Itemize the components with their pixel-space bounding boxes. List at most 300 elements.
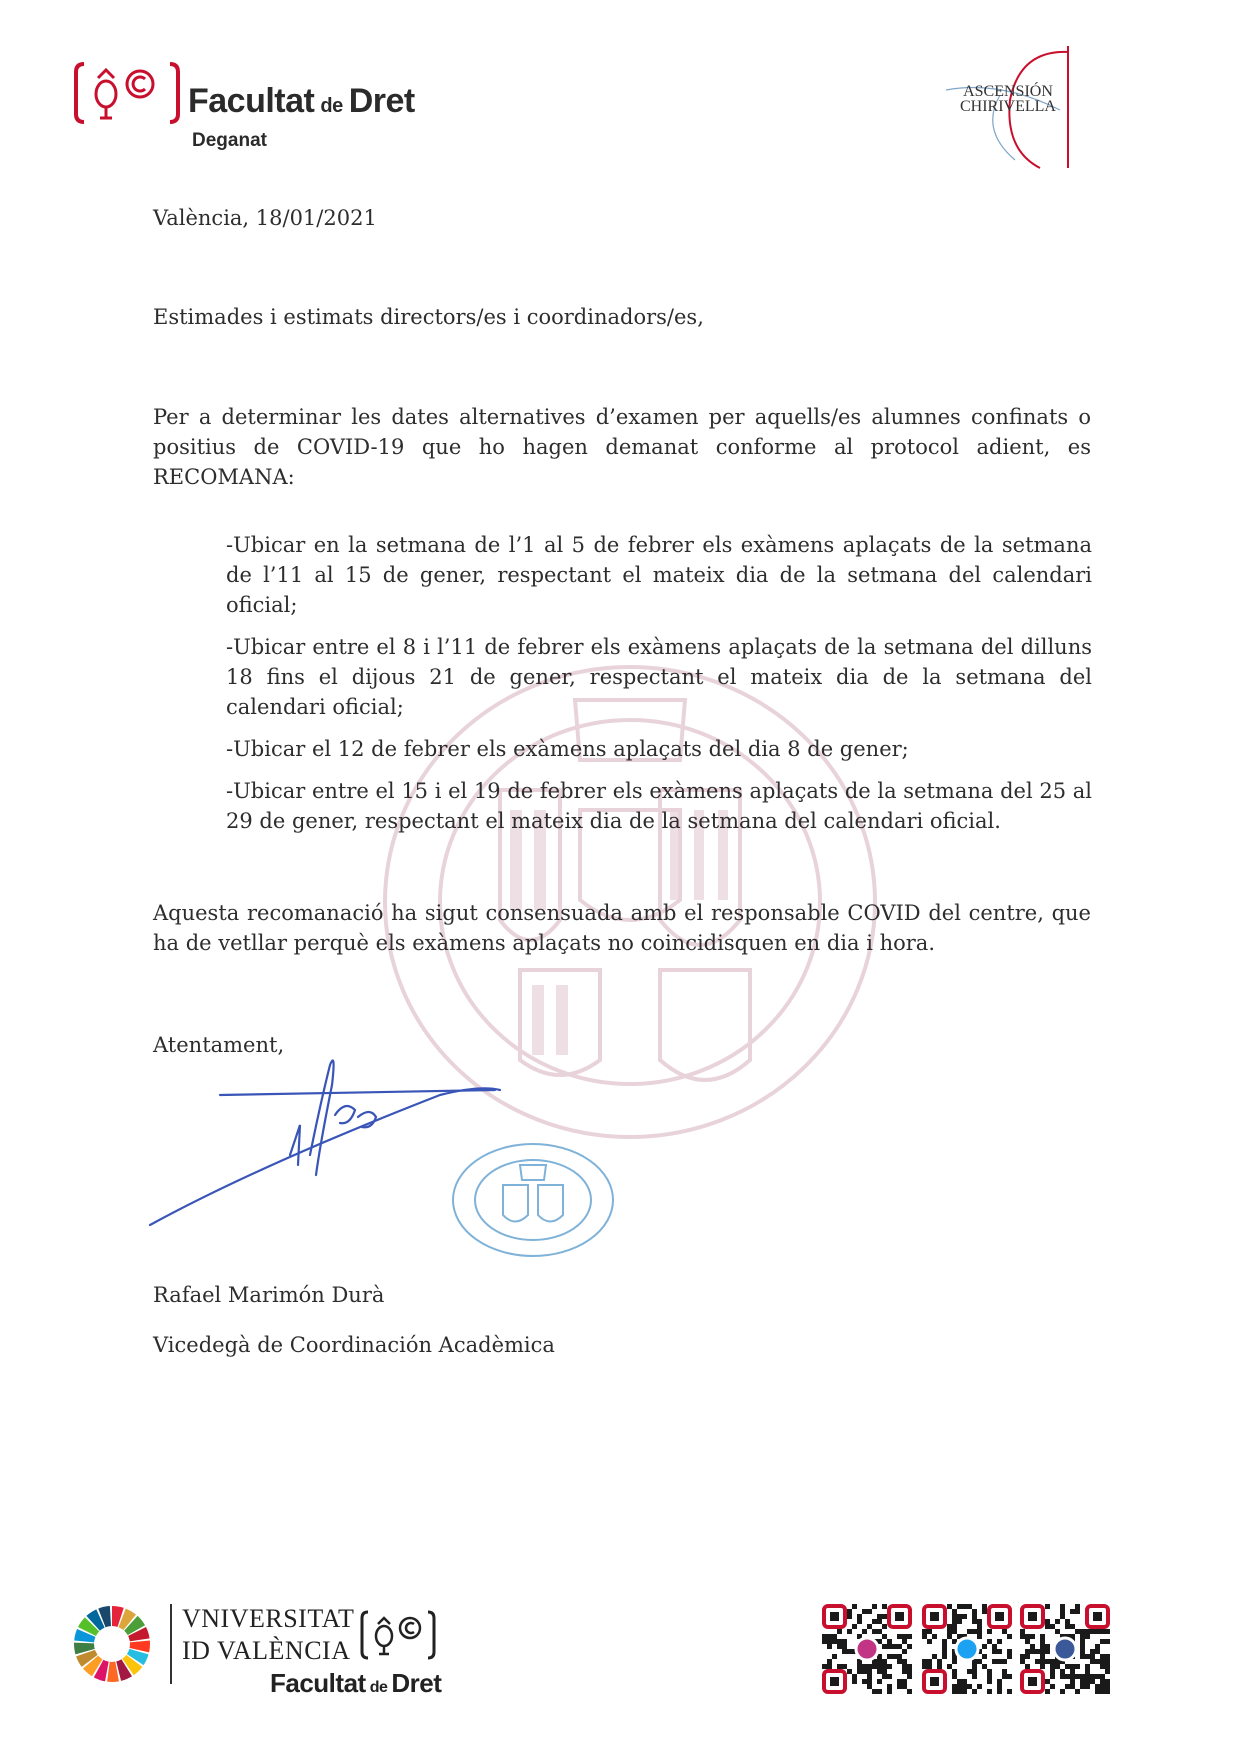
qr-module xyxy=(902,1669,907,1674)
qr-module xyxy=(962,1614,967,1619)
qr-module xyxy=(967,1684,972,1689)
qr-module xyxy=(997,1679,1002,1684)
qr-module xyxy=(887,1664,892,1669)
qr-module xyxy=(957,1614,962,1619)
qr-module xyxy=(977,1629,982,1634)
qr-module xyxy=(992,1649,997,1654)
qr-module xyxy=(957,1684,962,1689)
qr-module xyxy=(822,1634,827,1639)
qr-finder-core xyxy=(995,1612,1004,1621)
qr-module xyxy=(907,1644,912,1649)
qr-module xyxy=(852,1624,857,1629)
qr-module xyxy=(1060,1604,1065,1609)
qr-module xyxy=(1007,1649,1012,1654)
qr-module xyxy=(1007,1674,1012,1679)
qr-module xyxy=(1105,1654,1110,1659)
qr-module xyxy=(972,1674,977,1679)
qr-module xyxy=(947,1624,952,1629)
qr-module xyxy=(952,1619,957,1624)
qr-module xyxy=(902,1679,907,1684)
qr-module xyxy=(927,1664,932,1669)
qr-module xyxy=(1080,1654,1085,1659)
qr-module xyxy=(1085,1679,1090,1684)
qr-module xyxy=(832,1634,837,1639)
qr-module xyxy=(897,1659,902,1664)
qr-module xyxy=(1060,1689,1065,1694)
qr-module xyxy=(1025,1634,1030,1639)
qr-module xyxy=(927,1639,932,1644)
qr-module xyxy=(882,1614,887,1619)
qr-module xyxy=(827,1659,832,1664)
qr-module xyxy=(877,1689,882,1694)
qr-module xyxy=(852,1674,857,1679)
qr-module xyxy=(1045,1659,1050,1664)
qr-module xyxy=(872,1689,877,1694)
qr-module xyxy=(872,1629,877,1634)
recommendation-list xyxy=(226,530,1092,848)
qr-module xyxy=(827,1634,832,1639)
qr-module xyxy=(882,1644,887,1649)
qr-module xyxy=(972,1689,977,1694)
qr-module xyxy=(897,1644,902,1649)
qr-module xyxy=(922,1634,927,1639)
letter-greeting: Estimades i estimats directors/es i coordinadors/es, xyxy=(153,305,704,329)
partner-logo-line2: CHIRIVELLA xyxy=(960,98,1056,115)
qr-module xyxy=(1020,1629,1025,1634)
qr-module xyxy=(1105,1669,1110,1674)
qr-module xyxy=(897,1634,902,1639)
qr-module xyxy=(1100,1684,1105,1689)
qr-module xyxy=(872,1619,877,1624)
qr-module xyxy=(867,1624,872,1629)
qr-module xyxy=(1020,1634,1025,1639)
qr-module xyxy=(952,1629,957,1634)
qr-module xyxy=(942,1639,947,1644)
qr-module xyxy=(1045,1624,1050,1629)
qr-module xyxy=(1100,1639,1105,1644)
qr-module xyxy=(887,1644,892,1649)
qr-module xyxy=(842,1664,847,1669)
qr-module xyxy=(997,1689,1002,1694)
qr-module xyxy=(952,1689,957,1694)
qr-module xyxy=(987,1669,992,1674)
qr-module xyxy=(842,1644,847,1649)
qr-finder-core xyxy=(1028,1612,1037,1621)
facebook-qr-code[interactable] xyxy=(1020,1604,1110,1694)
qr-module xyxy=(992,1644,997,1649)
letter-closing: Aquesta recomanació ha sigut consensuada amb el responsable COVID del centre, que ha de vetllar perquè els exàmens aplaçats no coincidisquen en dia i hora. xyxy=(153,901,1091,955)
qr-module xyxy=(877,1614,882,1619)
qr-module xyxy=(947,1629,952,1634)
qr-module xyxy=(1100,1674,1105,1679)
qr-module xyxy=(1095,1629,1100,1634)
qr-module xyxy=(887,1654,892,1659)
qr-module xyxy=(882,1669,887,1674)
qr-module xyxy=(882,1664,887,1669)
qr-module xyxy=(882,1674,887,1679)
qr-module xyxy=(972,1609,977,1614)
qr-module xyxy=(1060,1609,1065,1614)
qr-module xyxy=(1050,1624,1055,1629)
qr-module xyxy=(977,1624,982,1629)
qr-module xyxy=(942,1654,947,1659)
qr-module xyxy=(952,1609,957,1614)
qr-module xyxy=(1060,1669,1065,1674)
qr-module xyxy=(887,1674,892,1679)
qr-module xyxy=(1050,1684,1055,1689)
qr-module xyxy=(1040,1664,1045,1669)
university-name-line1: VNIVERSITAT xyxy=(182,1604,355,1633)
qr-module xyxy=(1090,1654,1095,1659)
qr-module xyxy=(1085,1629,1090,1634)
qr-module xyxy=(902,1649,907,1654)
qr-module xyxy=(1085,1634,1090,1639)
qr-module xyxy=(857,1664,862,1669)
qr-module xyxy=(877,1664,882,1669)
qr-module xyxy=(922,1664,927,1669)
qr-module xyxy=(887,1684,892,1689)
qr-module xyxy=(857,1669,862,1674)
qr-module xyxy=(1045,1679,1050,1684)
qr-finder-core xyxy=(1093,1612,1102,1621)
qr-module xyxy=(927,1659,932,1664)
qr-module xyxy=(1090,1674,1095,1679)
qr-module xyxy=(1090,1679,1095,1684)
qr-module xyxy=(867,1674,872,1679)
qr-module xyxy=(1095,1644,1100,1649)
qr-module xyxy=(952,1684,957,1689)
qr-module xyxy=(1035,1659,1040,1664)
partner-logo-text xyxy=(948,84,1068,114)
qr-module xyxy=(842,1649,847,1654)
qr-module xyxy=(947,1604,952,1609)
qr-module xyxy=(877,1669,882,1674)
qr-module xyxy=(852,1604,857,1609)
qr-module xyxy=(1080,1644,1085,1649)
qr-module xyxy=(1105,1679,1110,1684)
qr-module xyxy=(847,1629,852,1634)
qr-finder-core xyxy=(895,1612,904,1621)
qr-module xyxy=(837,1644,842,1649)
qr-module xyxy=(862,1609,867,1614)
qr-module xyxy=(1085,1664,1090,1669)
qr-module xyxy=(1045,1644,1050,1649)
qr-module xyxy=(952,1624,957,1629)
qr-module xyxy=(967,1629,972,1634)
qr-module xyxy=(947,1634,952,1639)
qr-module xyxy=(832,1639,837,1644)
qr-module xyxy=(982,1664,987,1669)
qr-module xyxy=(837,1639,842,1644)
qr-module xyxy=(982,1604,987,1609)
qr-module xyxy=(1025,1654,1030,1659)
qr-module xyxy=(882,1624,887,1629)
qr-module xyxy=(1105,1659,1110,1664)
qr-module xyxy=(987,1674,992,1679)
qr-module xyxy=(1007,1654,1012,1659)
qr-module xyxy=(952,1674,957,1679)
qr-module xyxy=(847,1614,852,1619)
qr-module xyxy=(1065,1664,1070,1669)
qr-module xyxy=(1070,1609,1075,1614)
qr-finder-core xyxy=(930,1677,939,1686)
qr-module xyxy=(827,1664,832,1669)
qr-module xyxy=(1040,1644,1045,1649)
qr-module xyxy=(832,1654,837,1659)
qr-module xyxy=(1040,1634,1045,1639)
qr-module xyxy=(892,1644,897,1649)
official-stamp xyxy=(448,1140,618,1260)
qr-module xyxy=(1065,1624,1070,1629)
qr-module xyxy=(887,1689,892,1694)
qr-finder-core xyxy=(1028,1677,1037,1686)
university-name-line2: ID VALÈNCIA xyxy=(182,1636,351,1665)
qr-module xyxy=(1080,1639,1085,1644)
qr-module xyxy=(897,1679,902,1684)
list-item: -Ubicar el 12 de febrer els exàmens aplaçats del dia 8 de gener; xyxy=(226,737,909,761)
qr-module xyxy=(1075,1664,1080,1669)
qr-module xyxy=(932,1634,937,1639)
qr-module xyxy=(867,1669,872,1674)
qr-module xyxy=(1105,1639,1110,1644)
qr-module xyxy=(1100,1679,1105,1684)
qr-module xyxy=(877,1629,882,1634)
qr-module xyxy=(1080,1684,1085,1689)
qr-module xyxy=(1085,1669,1090,1674)
qr-module xyxy=(1055,1629,1060,1634)
qr-finder-core xyxy=(830,1612,839,1621)
qr-module xyxy=(997,1659,1002,1664)
qr-module xyxy=(1030,1634,1035,1639)
qr-module xyxy=(1070,1624,1075,1629)
qr-module xyxy=(1040,1659,1045,1664)
qr-module xyxy=(882,1604,887,1609)
qr-module xyxy=(1080,1674,1085,1679)
list-item: -Ubicar entre el 15 i el 19 de febrer els exàmens aplaçats de la setmana del 25 al 29 de gener, respectant el mateix dia de la setmana del calendari oficial. xyxy=(226,779,1092,833)
qr-module xyxy=(902,1664,907,1669)
qr-module xyxy=(872,1604,877,1609)
qr-module xyxy=(1090,1629,1095,1634)
qr-module xyxy=(957,1604,962,1609)
qr-module xyxy=(1070,1664,1075,1669)
qr-module xyxy=(1020,1659,1025,1664)
qr-module xyxy=(1050,1674,1055,1679)
qr-module xyxy=(1075,1609,1080,1614)
faculty-logo-small-icon xyxy=(360,1608,436,1662)
qr-module xyxy=(962,1679,967,1684)
qr-module xyxy=(902,1659,907,1664)
qr-module xyxy=(897,1684,902,1689)
qr-module xyxy=(987,1639,992,1644)
qr-module xyxy=(1075,1604,1080,1609)
qr-module xyxy=(902,1639,907,1644)
qr-module xyxy=(877,1659,882,1664)
twitter-qr-code[interactable] xyxy=(922,1604,1012,1694)
qr-module xyxy=(987,1689,992,1694)
qr-module xyxy=(1085,1654,1090,1659)
qr-module xyxy=(977,1684,982,1689)
qr-module xyxy=(1100,1659,1105,1664)
qr-module xyxy=(1090,1659,1095,1664)
qr-module xyxy=(1050,1664,1055,1669)
qr-module xyxy=(1085,1674,1090,1679)
qr-module xyxy=(1105,1684,1110,1689)
qr-module xyxy=(877,1619,882,1624)
qr-module xyxy=(882,1634,887,1639)
qr-module xyxy=(977,1659,982,1664)
qr-module xyxy=(1100,1689,1105,1694)
qr-module xyxy=(1100,1664,1105,1669)
qr-module xyxy=(872,1664,877,1669)
qr-module xyxy=(987,1629,992,1634)
qr-module xyxy=(992,1659,997,1664)
qr-module xyxy=(902,1634,907,1639)
qr-module xyxy=(1100,1629,1105,1634)
qr-module xyxy=(1045,1619,1050,1624)
qr-module xyxy=(877,1679,882,1684)
qr-module xyxy=(1040,1654,1045,1659)
qr-module xyxy=(1065,1674,1070,1679)
qr-module xyxy=(1055,1619,1060,1624)
faculty-logo-icon xyxy=(72,58,182,126)
qr-module xyxy=(1040,1639,1045,1644)
qr-module xyxy=(907,1669,912,1674)
qr-module xyxy=(1040,1649,1045,1654)
qr-module xyxy=(1020,1654,1025,1659)
qr-module xyxy=(1045,1689,1050,1694)
qr-module xyxy=(862,1669,867,1674)
qr-module xyxy=(982,1644,987,1649)
qr-module xyxy=(987,1679,992,1684)
letter-intro: Per a determinar les dates alternatives d’examen per aquells/es alumnes confinats o positius de COVID-19 que ho hagen demanat conforme al protocol adient, es RECOMANA: xyxy=(153,405,1091,489)
qr-module xyxy=(1002,1669,1007,1674)
partner-logo-line1: ASCENSIÓN xyxy=(963,83,1053,100)
qr-module xyxy=(1025,1664,1030,1669)
qr-module xyxy=(922,1629,927,1634)
qr-module xyxy=(862,1629,867,1634)
qr-module xyxy=(977,1634,982,1639)
qr-module xyxy=(942,1649,947,1654)
qr-module xyxy=(962,1604,967,1609)
qr-module xyxy=(1080,1679,1085,1684)
qr-module xyxy=(857,1614,862,1619)
qr-module xyxy=(897,1654,902,1659)
letter-farewell: Atentament, xyxy=(153,1033,285,1057)
qr-module xyxy=(852,1679,857,1684)
qr-module xyxy=(1035,1649,1040,1654)
qr-module xyxy=(972,1629,977,1634)
qr-module xyxy=(937,1659,942,1664)
qr-module xyxy=(1095,1689,1100,1694)
signer-role: Vicedegà de Coordinación Acadèmica xyxy=(153,1333,555,1357)
qr-module xyxy=(1050,1669,1055,1674)
qr-module xyxy=(962,1689,967,1694)
qr-module xyxy=(922,1659,927,1664)
qr-module xyxy=(827,1644,832,1649)
qr-module xyxy=(862,1679,867,1684)
qr-module xyxy=(1025,1649,1030,1654)
qr-module xyxy=(1085,1684,1090,1689)
qr-module xyxy=(892,1654,897,1659)
qr-module xyxy=(867,1684,872,1689)
qr-module xyxy=(1025,1639,1030,1644)
qr-module xyxy=(1070,1684,1075,1689)
qr-module xyxy=(1002,1629,1007,1634)
qr-module xyxy=(957,1689,962,1694)
qr-module xyxy=(1007,1634,1012,1639)
qr-module xyxy=(957,1619,962,1624)
qr-finder-core xyxy=(930,1612,939,1621)
qr-module xyxy=(927,1629,932,1634)
qr-module xyxy=(1045,1649,1050,1654)
qr-module xyxy=(1060,1674,1065,1679)
qr-module xyxy=(1007,1689,1012,1694)
qr-module xyxy=(847,1669,852,1674)
qr-module xyxy=(997,1649,1002,1654)
qr-module xyxy=(847,1649,852,1654)
qr-module xyxy=(1090,1649,1095,1654)
qr-module xyxy=(932,1654,937,1659)
qr-module xyxy=(1105,1689,1110,1694)
signer-name: Rafael Marimón Durà xyxy=(153,1283,385,1307)
qr-module xyxy=(1065,1684,1070,1689)
qr-module xyxy=(862,1664,867,1669)
qr-module xyxy=(1105,1629,1110,1634)
qr-module xyxy=(1002,1659,1007,1664)
facebook-icon xyxy=(1054,1638,1076,1660)
qr-module xyxy=(867,1679,872,1684)
twitter-icon xyxy=(956,1638,978,1660)
qr-module xyxy=(837,1629,842,1634)
qr-module xyxy=(1070,1674,1075,1679)
qr-module xyxy=(1095,1659,1100,1664)
qr-module xyxy=(1045,1604,1050,1609)
qr-module xyxy=(1095,1674,1100,1679)
qr-module xyxy=(1070,1679,1075,1684)
qr-module xyxy=(827,1639,832,1644)
qr-module xyxy=(882,1659,887,1664)
list-item: -Ubicar en la setmana de l’1 al 5 de febrer els exàmens aplaçats de la setmana de l’11 al 15 de gener, respectant el mateix dia de la setmana del calendari oficial; xyxy=(226,533,1092,617)
qr-module xyxy=(957,1679,962,1684)
qr-module xyxy=(982,1609,987,1614)
qr-module xyxy=(837,1664,842,1669)
qr-module xyxy=(997,1639,1002,1644)
letter-date: València, 18/01/2021 xyxy=(153,206,377,230)
qr-module xyxy=(1080,1649,1085,1654)
qr-module xyxy=(907,1674,912,1679)
footer-divider xyxy=(170,1604,172,1684)
qr-module xyxy=(952,1669,957,1674)
qr-module xyxy=(1030,1649,1035,1654)
instagram-icon xyxy=(856,1638,878,1660)
qr-module xyxy=(962,1684,967,1689)
qr-module xyxy=(1050,1659,1055,1664)
list-item: -Ubicar entre el 8 i l’11 de febrer els exàmens aplaçats de la setmana del dilluns 18 fins el dijous 21 de gener, respectant el mateix dia de la setmana del calendari oficial; xyxy=(226,635,1092,719)
qr-module xyxy=(907,1664,912,1669)
instagram-qr-code[interactable] xyxy=(822,1604,912,1694)
qr-module xyxy=(1060,1614,1065,1619)
qr-module xyxy=(982,1654,987,1659)
qr-module xyxy=(947,1664,952,1669)
qr-module xyxy=(937,1664,942,1669)
qr-module xyxy=(967,1604,972,1609)
qr-module xyxy=(1105,1664,1110,1669)
qr-module xyxy=(952,1659,957,1664)
qr-module xyxy=(1070,1669,1075,1674)
qr-module xyxy=(1002,1674,1007,1679)
faculty-subtitle: Deganat xyxy=(192,130,267,151)
qr-module xyxy=(902,1684,907,1689)
